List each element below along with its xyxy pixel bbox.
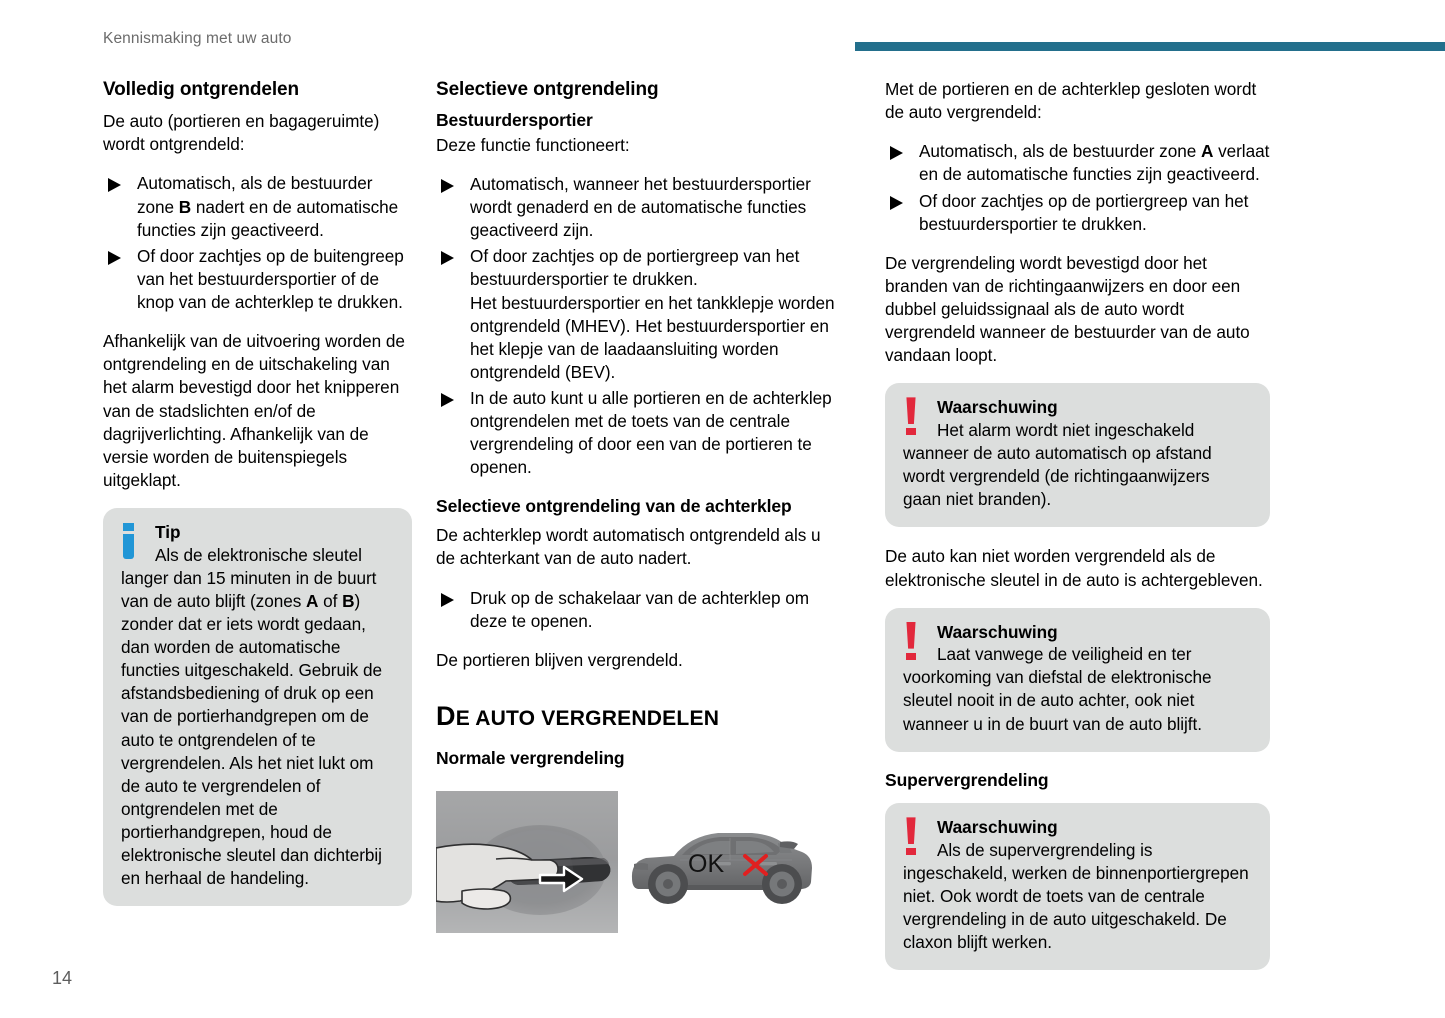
tip-callout-title: Tip xyxy=(155,522,181,543)
list-item-text: Automatisch, wanneer het bestuurdersportier wordt genaderd en de automatische functies geactiveerd zijn. xyxy=(470,173,811,241)
triangle-bullet-icon xyxy=(108,251,121,265)
list-item-continuation-text: Het bestuurdersportier en het tankklepje worden ontgrendeld (MHEV). Het bestuurdersportier en het klepje van de laadaansluiting worden ontgrendeld (BEV). xyxy=(470,292,835,382)
warning-callout-supervergrendeling xyxy=(885,803,1270,970)
page-number: 14 xyxy=(52,968,73,988)
paragraph-portieren-blijven: De portieren blijven vergrendeld. xyxy=(436,649,683,670)
paragraph-afhankelijk: Afhankelijk van de uitvoering worden de ontgrendeling en de uitschakeling van het alarm bevestigd door het knipperen van de stadslichten en/of de dagrijverlichting. Afhankelijk van de versie worden de buitenspiegels uitgeklapt. xyxy=(103,331,405,490)
bullet-list-achterklep xyxy=(436,587,840,633)
figure-normale-vergrendeling xyxy=(436,791,840,933)
triangle-bullet-icon xyxy=(890,146,903,160)
warning-callout-title: Waarschuwing xyxy=(937,397,1058,418)
list-item-text: Of door zachtjes op de portiergreep van het bestuurdersportier te drukken. xyxy=(470,246,800,290)
triangle-bullet-icon xyxy=(890,196,903,210)
warning-callout-title: Waarschuwing xyxy=(937,817,1058,838)
warning-callout-body: Het alarm wordt niet ingeschakeld wanneer de auto automatisch op afstand wordt vergrendeld (de richtingaanwijzers gaan niet branden). xyxy=(903,419,1212,510)
bullet-list-bestuurdersportier xyxy=(436,173,840,480)
list-item xyxy=(103,245,412,314)
list-item-text: In de auto kunt u alle portieren en de achterklep ontgrendelen met de toets van de centrale vergrendeling of door een van de portieren te openen. xyxy=(470,388,832,478)
subheading-selectieve-achterklep: Selectieve ontgrendeling van de achterklep xyxy=(436,495,792,516)
list-item xyxy=(436,173,840,242)
warning-callout-alarm xyxy=(885,383,1270,527)
list-item xyxy=(436,387,840,480)
triangle-bullet-icon xyxy=(441,179,454,193)
door-handle-illustration xyxy=(436,791,618,933)
subheading-normale-vergrendeling: Normale vergrendeling xyxy=(436,747,625,768)
triangle-bullet-icon xyxy=(441,393,454,407)
header-accent-rule xyxy=(855,42,1445,51)
tip-callout-body: Als de elektronische sleutel langer dan 15 minuten in de buurt van de auto blijft (zones A of B) zonder dat er iets wordt gedaan, dan worden de automatische functies uitgeschakeld. Gebruik de afstandsbediening of druk op een van de portierhandgrepen om de auto te ontgrendelen of te vergrendelen. Als het niet lukt om de auto te vergrendelen of ontgrendelen met de portierhandgrepen, houd de elektronische sleutel dan dichterbij en herhaal de handeling. xyxy=(121,544,383,889)
list-item xyxy=(103,172,412,241)
figure-label-ok: OK xyxy=(688,850,725,879)
warning-callout-title: Waarschuwing xyxy=(937,621,1058,642)
triangle-bullet-icon xyxy=(108,178,121,192)
header-title: Kennismaking met uw auto xyxy=(103,30,292,47)
chapter-title-de-auto-vergrendelen xyxy=(436,702,840,732)
info-icon xyxy=(123,523,134,559)
column-three xyxy=(860,78,1360,988)
bullet-list-volledig xyxy=(103,172,412,314)
paragraph-met-de-portieren: Met de portieren en de achterklep gesloten wordt de auto vergrendeld: xyxy=(885,79,1257,123)
list-item-text: Of door zachtjes op de portiergreep van het bestuurdersportier te drukken. xyxy=(919,190,1249,234)
paragraph-vergrendeling-bevestigd: De vergrendeling wordt bevestigd door het branden van de richtingaanwijzers en door een dubbel geluidssignaal als de auto wordt vergrendeld wanneer de bestuurder van de auto vandaan loopt. xyxy=(885,252,1250,366)
paragraph-intro: De auto (portieren en bagageruimte) wordt ontgrendeld: xyxy=(103,111,380,155)
chapter-title-initial: D xyxy=(436,700,456,731)
column-one xyxy=(0,78,430,988)
warning-callout-body: Als de supervergrendeling is ingeschakeld, werken de binnenportiergrepen niet. Ook wordt de toets van de centrale vergrendeling in de auto uitgeschakeld. De claxon blijft werken. xyxy=(903,839,1249,953)
list-item-text: Automatisch, als de bestuurder zone A verlaat en de automatische functies zijn geactiveerd. xyxy=(919,141,1270,185)
warning-callout-body: Laat vanwege de veiligheid en ter voorkoming van diefstal de elektronische sleutel nooit in de auto achter, ook niet wanneer u in de buurt van de auto blijft. xyxy=(903,644,1212,734)
paragraph-auto-kan-niet: De auto kan niet worden vergrendeld als de elektronische sleutel in de auto is achtergebleven. xyxy=(885,546,1263,590)
section-heading-volledig-ontgrendelen: Volledig ontgrendelen xyxy=(103,79,299,100)
triangle-bullet-icon xyxy=(441,251,454,265)
list-item xyxy=(436,587,840,633)
content-columns xyxy=(0,78,1445,988)
column-two xyxy=(430,78,860,988)
subheading-supervergrendeling: Supervergrendeling xyxy=(885,769,1049,790)
warning-icon xyxy=(905,622,917,660)
car-side-view-illustration xyxy=(626,812,816,912)
paragraph-deze-functie: Deze functie functioneert: xyxy=(436,134,630,155)
page-header xyxy=(0,30,1445,60)
list-item-text: Druk op de schakelaar van de achterklep om deze te openen. xyxy=(470,587,809,631)
subheading-bestuurdersportier: Bestuurdersportier xyxy=(436,110,593,131)
warning-icon xyxy=(905,817,917,855)
bullet-list-vergrendelen xyxy=(885,140,1270,236)
warning-icon xyxy=(905,397,917,435)
paragraph-achterklep: De achterklep wordt automatisch ontgrendeld als u de achterkant van de auto nadert. xyxy=(436,525,821,569)
list-item xyxy=(885,140,1270,186)
list-item-text: Automatisch, als de bestuurder zone B nadert en de automatische functies zijn geactiveerd. xyxy=(137,173,399,240)
section-heading-selectieve-ontgrendeling: Selectieve ontgrendeling xyxy=(436,79,659,100)
tip-callout xyxy=(103,508,412,906)
list-item-text: Of door zachtjes op de buitengreep van het bestuurdersportier of de knop van de achterklep te drukken. xyxy=(137,245,404,313)
list-item xyxy=(436,245,840,384)
chapter-title-smallcaps: E AUTO VERGRENDELEN xyxy=(455,706,720,730)
triangle-bullet-icon xyxy=(441,593,454,607)
list-item xyxy=(885,190,1270,236)
warning-callout-sleutel xyxy=(885,608,1270,752)
